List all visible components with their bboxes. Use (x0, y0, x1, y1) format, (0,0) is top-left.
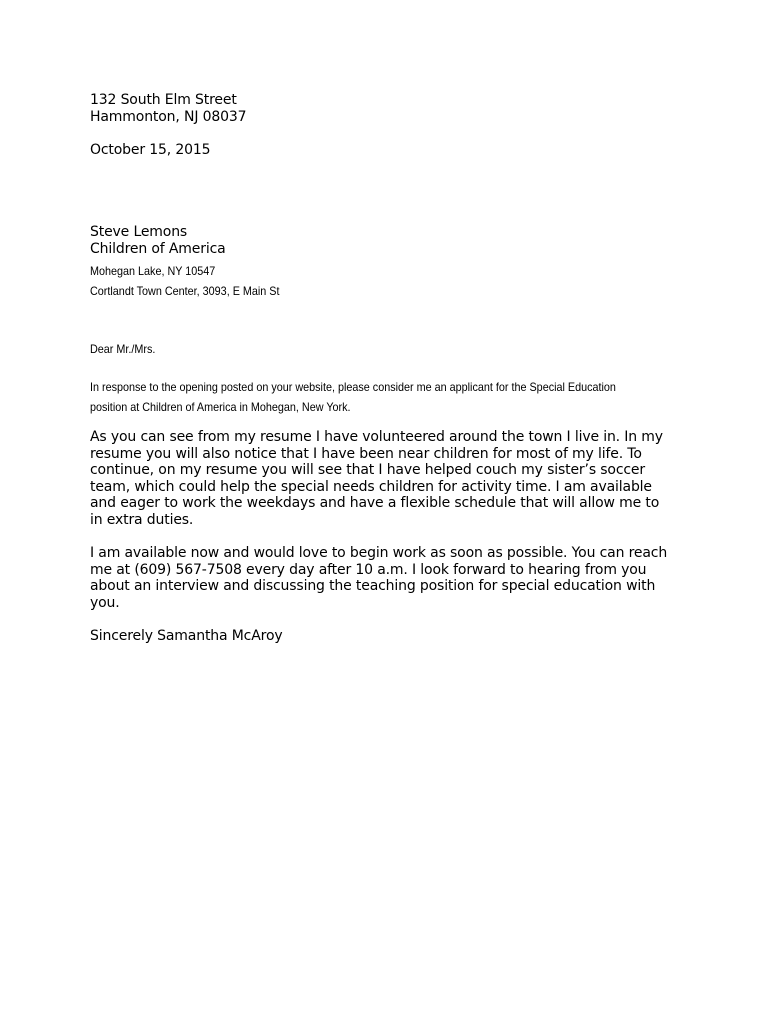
body-paragraph (90, 429, 690, 528)
paragraph-line: resume you will also notice that I have been near children for most of my life. To (90, 445, 642, 462)
recipient-name: Steve Lemons (90, 224, 188, 240)
closing-signature: Sincerely Samantha McAroy (90, 628, 283, 644)
paragraph-line: in extra duties. (90, 511, 194, 528)
paragraph-line: about an interview and discussing the teaching position for special education with (90, 578, 656, 594)
paragraph-line: and eager to work the weekdays and have a flexible schedule that will allow me to (90, 495, 660, 511)
sender-street: 132 South Elm Street (90, 92, 237, 108)
paragraph-line: you. (90, 594, 120, 611)
recipient-city: Mohegan Lake, NY 10547 (90, 264, 216, 278)
intro-line: position at Children of America in Mohegan, New York. (90, 400, 351, 414)
body-paragraph (90, 545, 690, 611)
paragraph-line: me at (609) 567-7508 every day after 10 a.m. I look forward to hearing from you (90, 561, 647, 578)
recipient-organization: Children of America (90, 241, 226, 257)
paragraph-line: team, which could help the special needs children for activity time. I am available (90, 478, 652, 495)
paragraph-line: As you can see from my resume I have volunteered around the town I live in. In my (90, 429, 663, 445)
salutation: Dear Mr./Mrs. (90, 342, 156, 356)
intro-line: In response to the opening posted on your website, please consider me an applicant for the Special Education (90, 380, 616, 394)
paragraph-line: continue, on my resume you will see that I have helped couch my sister’s soccer (90, 462, 645, 478)
paragraph-line: I am available now and would love to begin work as soon as possible. You can reach (90, 545, 668, 561)
letter-date: October 15, 2015 (90, 142, 211, 158)
sender-city: Hammonton, NJ 08037 (90, 109, 247, 125)
recipient-street: Cortlandt Town Center, 3093, E Main St (90, 284, 280, 298)
